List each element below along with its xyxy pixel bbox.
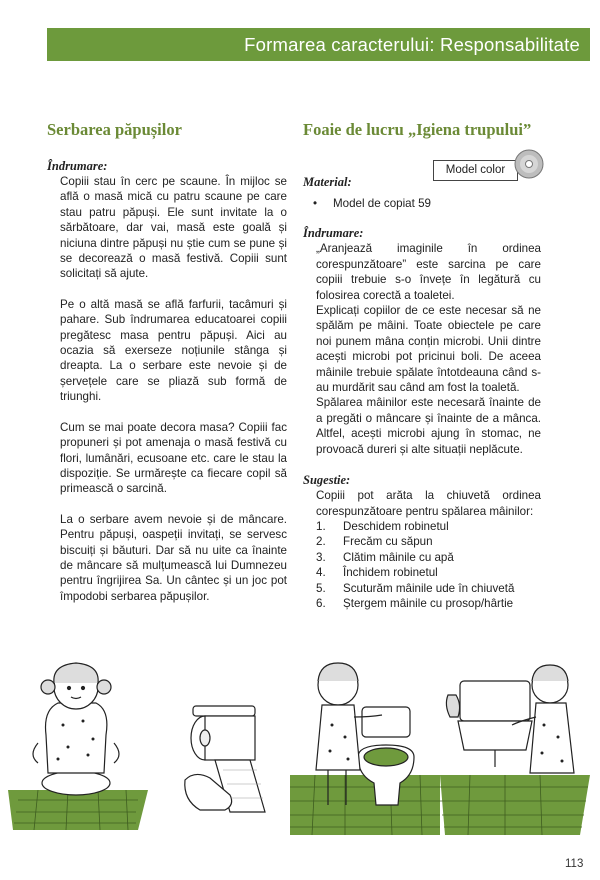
step-item: 1. Deschidem robinetul — [316, 519, 449, 533]
left-column — [47, 120, 287, 619]
suggestion-text: Copiii pot arăta la chiuvetă ordinea corespunzătoare pentru spălarea mâinilor: — [316, 489, 541, 518]
left-paragraph-3: Cum se mai poate decora masa? Copiii fac propuneri și pot amenaja o masă festivă cu flori, lumânări, ecusoane etc. care le stau la dispoziție. Se urmărește ca fiecare copil să primească o sarcină. — [60, 420, 287, 496]
left-paragraph-1: Copiii stau în cerc pe scaune. În mijloc se află o masă mică cu patru scaune pe care stau patru păpuși. Ele sunt invitate la o sărbătoare, dar vai, masă este goală și niciuna dintre păpuși nu știe cum se pune și se decorează o masă festivă. Copiii sunt solicitați să ajute. — [60, 175, 287, 281]
material-label: Material: — [303, 175, 352, 189]
child-on-potty-illustration — [8, 655, 148, 830]
left-guidance-label: Îndrumare: — [47, 159, 108, 173]
model-color-box: Model color — [433, 160, 518, 181]
guidance-paragraph-1: „Aranjează imaginile în ordinea corespunzătoare” este sarcina pe care copiii trebuie s-o învețe în legătură cu folosirea corectă a toaletei. — [316, 242, 541, 302]
hand-washing-steps — [316, 519, 541, 611]
material-item: • Model de copiat 59 — [313, 197, 431, 210]
left-paragraph-4: La o serbare avem nevoie și de mâncare. Pentru păpuși, oaspeții invitați, se servesc biscuiți și băuturi. Dar să nu uite ca înainte de mâncare să mulțumească lui Dumnezeu pentru îngrijirea Sa. Un cântec și un joc pot împodobi serbarea păpușilor. — [60, 512, 287, 603]
step-item: 2. Frecăm cu săpun — [316, 535, 433, 549]
right-heading: Foaie de lucru „Igiena trupului” — [303, 120, 532, 139]
page-header-bar — [47, 28, 590, 61]
chapter-title: Formarea caracterului: Responsabilitate — [244, 34, 580, 55]
toilet-paper-illustration — [175, 700, 290, 820]
left-heading: Serbarea păpușilor — [47, 120, 182, 139]
step-item: 3. Clătim mâinile cu apă — [316, 550, 454, 564]
right-column — [303, 120, 541, 611]
suggestion-label: Sugestie: — [303, 473, 351, 488]
guidance-paragraph-2: Explicați copiilor de ce este necesar să ne spălăm pe mâini. Toate obiectele pe care noi punem mâna conțin microbi. Unii dintre acești microbi pot pricinui boli. De aceea mâinile trebuie spălate întotdeauna când s-au murdărit sau când am fost la toaletă. — [316, 304, 541, 395]
child-at-toilet-illustration — [290, 655, 440, 835]
page-number: 113 — [565, 858, 584, 870]
step-item: 4. Închidem robinetul — [316, 566, 438, 580]
guidance-paragraph-3: Spălarea mâinilor este necesară înainte de a pregăti o mâncare și înainte de a mânca. Altfel, acești microbi ajung în stomac, ne provoacă dureri și alte situații neplăcute. — [316, 396, 541, 456]
child-washing-hands-illustration — [440, 655, 590, 835]
step-item: 5. Scuturăm mâinile ude în chiuvetă — [316, 581, 515, 595]
step-item: 6. Ștergem mâinile cu prosop/hârtie — [316, 596, 514, 610]
left-paragraph-2: Pe o altă masă se află farfurii, tacâmuri și pahare. Sub îndrumarea educatoarei copiii pregătesc masa pentru păpuși. Aici au ocazia să exerseze noțiunile stânga și dreapta. La o serbare este nevoie și de șervețele care se pliază sub formă de triunghi. — [60, 297, 287, 404]
cd-icon — [512, 149, 546, 179]
bullet-icon: • — [313, 197, 318, 210]
right-guidance-label: Îndrumare: — [303, 226, 364, 241]
